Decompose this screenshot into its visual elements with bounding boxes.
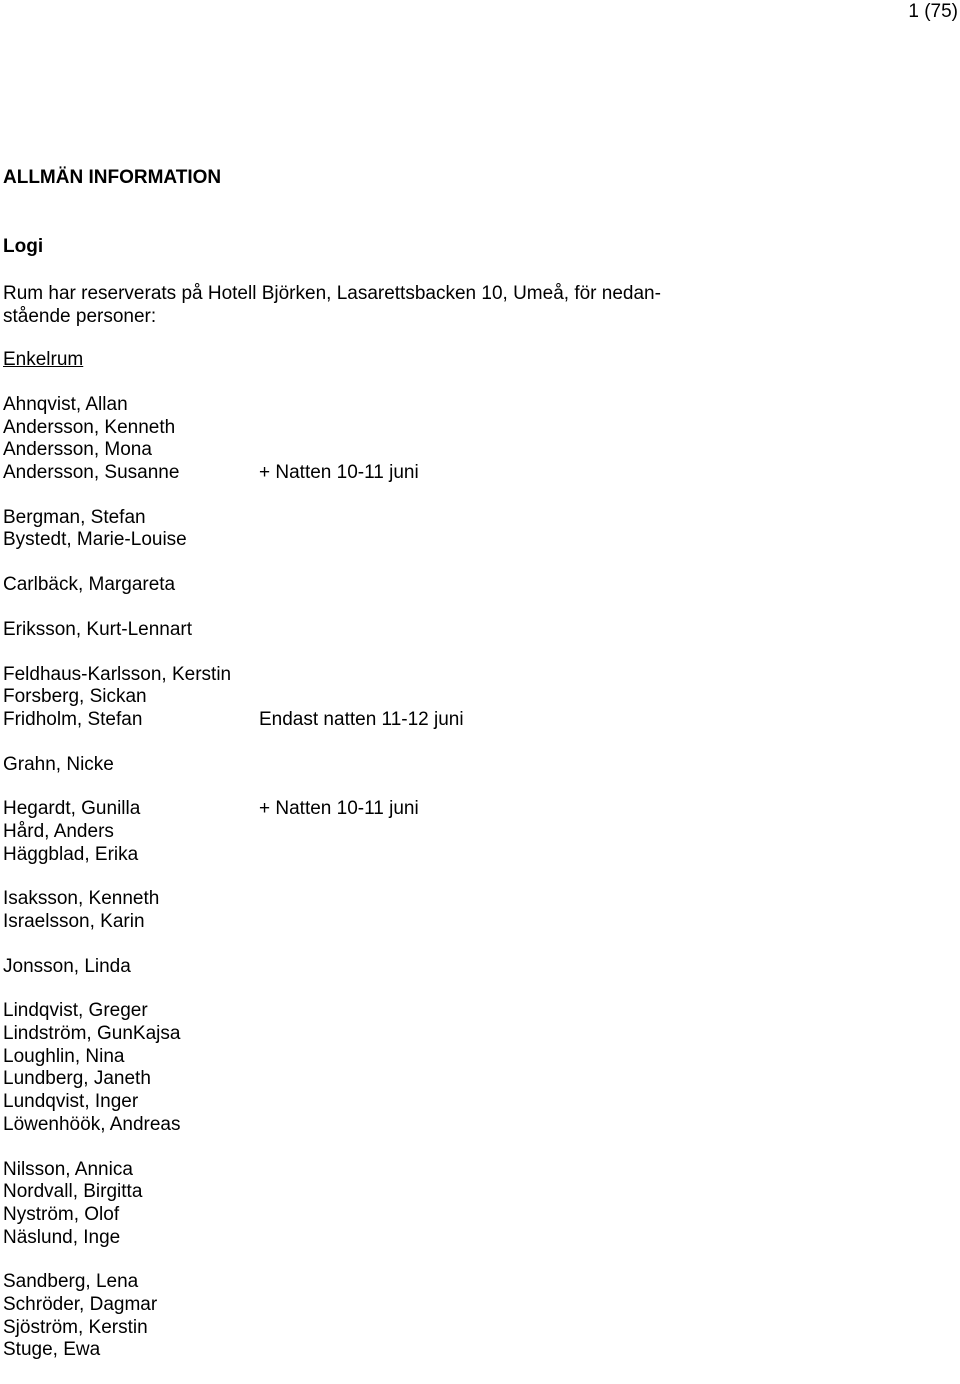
- guest-name: Eriksson, Kurt-Lennart: [3, 618, 193, 640]
- intro-line-1: Rum har reserverats på Hotell Björken, Lasarettsbacken 10, Umeå, för nedan-: [3, 283, 661, 304]
- guest-name: Loughlin, Nina: [3, 1045, 125, 1067]
- guest-name: Löwenhöök, Andreas: [3, 1113, 181, 1135]
- guest-name: Bergman, Stefan: [3, 506, 146, 528]
- guest-name: Feldhaus-Karlsson, Kerstin: [3, 663, 232, 685]
- guest-name: Lundberg, Janeth: [3, 1068, 151, 1090]
- page-title: ALLMÄN INFORMATION: [3, 167, 222, 188]
- guest-name: Lindström, GunKajsa: [3, 1023, 181, 1045]
- guest-name: Stuge, Ewa: [3, 1339, 101, 1361]
- guest-name: Sandberg, Lena: [3, 1271, 139, 1293]
- guest-name: Hegardt, Gunilla: [3, 798, 141, 820]
- guest-name: Nordvall, Birgitta: [3, 1181, 143, 1203]
- guest-name: Carlbäck, Margareta: [3, 574, 176, 596]
- guest-note: + Natten 10-11 juni: [259, 462, 419, 484]
- guest-note: Endast natten 11-12 juni: [259, 708, 464, 730]
- guest-name: Sjöström, Kerstin: [3, 1316, 148, 1338]
- guest-name: Häggblad, Erika: [3, 843, 139, 865]
- guest-name: Andersson, Kenneth: [3, 416, 176, 438]
- guest-name: Lundqvist, Inger: [3, 1091, 139, 1113]
- guest-name: Bystedt, Marie-Louise: [3, 529, 187, 551]
- guest-name: Fridholm, Stefan: [3, 708, 143, 730]
- guest-name: Andersson, Mona: [3, 439, 152, 461]
- guest-name: Lindqvist, Greger: [3, 1000, 148, 1022]
- guest-name: Jonsson, Linda: [3, 955, 131, 977]
- guest-name: Schröder, Dagmar: [3, 1293, 158, 1315]
- guest-name: Ahnqvist, Allan: [3, 394, 128, 415]
- intro-paragraph: [3, 282, 661, 328]
- guest-name: Nyström, Olof: [3, 1203, 120, 1225]
- guest-name: Isaksson, Kenneth: [3, 888, 160, 910]
- page-number: 1 (75): [908, 1, 958, 22]
- guest-name: Andersson, Susanne: [3, 462, 180, 484]
- room-type-label: Enkelrum: [3, 349, 84, 370]
- guest-name: Näslund, Inge: [3, 1226, 121, 1248]
- guest-note: + Natten 10-11 juni: [259, 798, 419, 820]
- guest-name: Nilsson, Annica: [3, 1158, 133, 1180]
- guest-name: Grahn, Nicke: [3, 753, 114, 775]
- guest-name: Forsberg, Sickan: [3, 686, 147, 708]
- intro-line-2: stående personer:: [3, 306, 157, 327]
- section-heading-logi: Logi: [3, 236, 44, 257]
- guest-name: Israelsson, Karin: [3, 911, 145, 932]
- guest-name: Hård, Anders: [3, 820, 114, 842]
